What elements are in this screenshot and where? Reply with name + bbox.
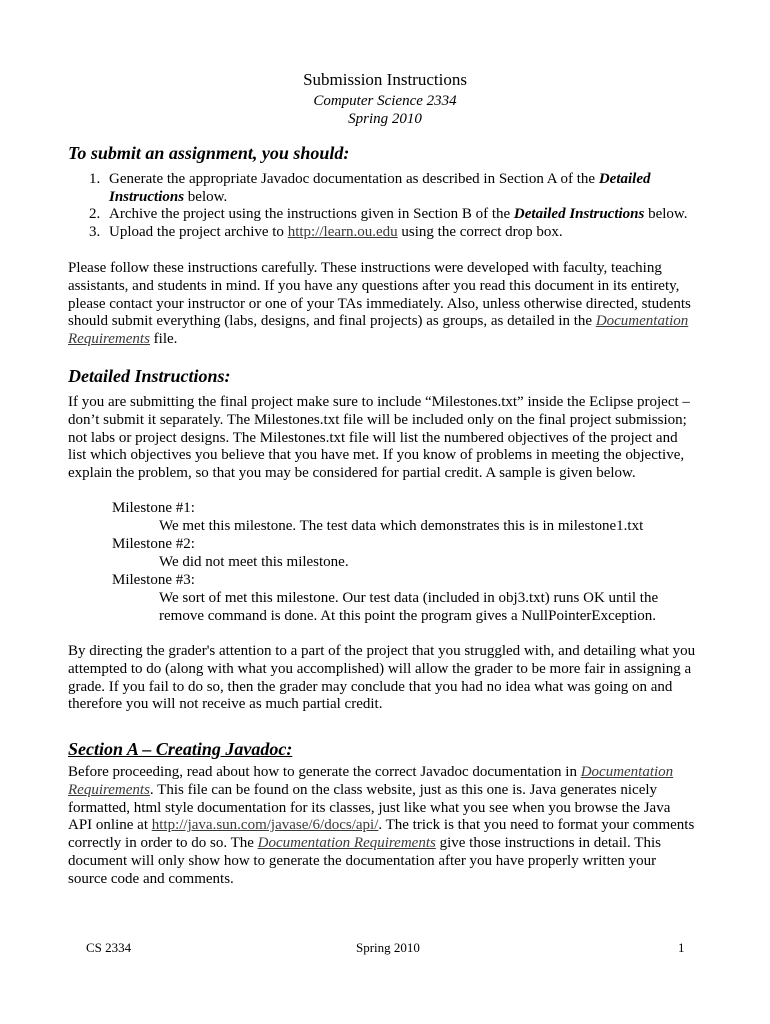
instructions-paragraph: [68, 260, 708, 349]
paragraph-line: not labs or project designs. The Milestones.txt file will list the numbered objectives of the project and: [68, 429, 678, 446]
section-a-paragraph: [68, 764, 708, 889]
step-text: Generate the appropriate Javadoc documentation as described in Section A of the: [109, 171, 596, 187]
paragraph-line: give those instructions in detail. This: [439, 835, 661, 852]
detailed-heading: Detailed Instructions:: [68, 366, 231, 386]
step-text: using the correct drop box.: [401, 224, 563, 240]
footer-course: CS 2334: [86, 940, 132, 955]
step-text: below.: [187, 188, 228, 205]
paragraph-line: therefore you will not receive as much partial credit.: [68, 696, 383, 713]
documentation-requirements-link-cont[interactable]: Requirements: [68, 781, 150, 798]
milestone-3-text: [159, 590, 719, 626]
milestone-1-text: We met this milestone. The test data which demonstrates this is in milestone1.txt: [159, 518, 644, 534]
step-emphasis: Instructions: [109, 188, 185, 205]
step-emphasis: Detailed: [598, 171, 651, 187]
paragraph-line: list which objectives you believe that you have met. If you know of problems in meeting the objective,: [68, 447, 685, 464]
closing-paragraph: [68, 643, 708, 714]
paragraph-line: correctly in order to do so. The: [68, 835, 254, 852]
paragraph-line: . This file can be found on the class website, just as this one is. Java generates nicely: [149, 781, 658, 798]
step-1: [89, 171, 709, 207]
paragraph-line: don’t submit it separately. The Milestones.txt file will be included only on the final project submission;: [68, 411, 687, 428]
paragraph-line: please contact your instructor or one of your TAs immediately. Also, unless otherwise directed, students: [68, 295, 691, 312]
detailed-paragraph: [68, 394, 708, 483]
documentation-requirements-link[interactable]: Documentation: [595, 313, 689, 330]
learn-ou-link[interactable]: http://learn.ou.edu: [287, 224, 398, 240]
section-a-heading: Section A – Creating Javadoc:: [68, 739, 293, 759]
step-number: 1.: [89, 171, 101, 187]
step-emphasis: Detailed Instructions: [513, 206, 645, 222]
milestone-line: remove command is done. At this point the program gives a NullPointerException.: [159, 607, 656, 624]
paragraph-line: Before proceeding, read about how to generate the correct Javadoc documentation in: [68, 764, 577, 780]
paragraph-line: source code and comments.: [68, 870, 234, 887]
paragraph-line: By directing the grader's attention to a part of the project that you struggled with, and detailing what you: [68, 643, 696, 659]
step-2: [89, 206, 709, 224]
milestone-1-label: Milestone #1:: [112, 500, 195, 516]
step-3: [89, 224, 709, 242]
milestone-line: We sort of met this milestone. Our test data (included in obj3.txt) runs OK until the: [159, 590, 659, 606]
paragraph-line: If you are submitting the final project make sure to include “Milestones.txt” inside the Eclipse project –: [68, 394, 690, 410]
paragraph-line: assistants, and students in mind. If you have any questions after you read this document in its entirety,: [68, 277, 680, 294]
paragraph-line: grade. If you fail to do so, then the grader may conclude that you had no idea what was going on and: [68, 678, 673, 695]
paragraph-line: formatted, html style documentation for its classes, just like what you see when you browse the Java: [68, 799, 671, 816]
paragraph-line: . The trick is that you need to format your comments: [378, 817, 695, 834]
paragraph-line: file.: [153, 331, 178, 348]
step-number: 2.: [89, 206, 101, 222]
milestone-2-label: Milestone #2:: [112, 536, 195, 552]
documentation-requirements-link[interactable]: Documentation Requirements: [257, 835, 436, 852]
milestone-2-text: We did not meet this milestone.: [159, 554, 349, 570]
documentation-requirements-link-cont[interactable]: Requirements: [68, 331, 150, 348]
step-text: Archive the project using the instructions given in Section B of the: [109, 206, 511, 222]
paragraph-line: document will only show how to generate the documentation after you have properly written your: [68, 852, 657, 869]
document-title: Submission Instructions: [303, 70, 467, 89]
page-number: 1: [678, 940, 685, 955]
paragraph-line: attempted to do (along with what you accomplished) will allow the grader to be more fair in assigning a: [68, 660, 692, 677]
submit-heading: To submit an assignment, you should:: [68, 143, 350, 163]
step-number: 3.: [89, 224, 101, 240]
paragraph-line: Please follow these instructions carefully. These instructions were developed with faculty, teaching: [68, 260, 662, 276]
footer-term: Spring 2010: [356, 940, 420, 955]
paragraph-line: explain the problem, so that you may be considered for partial credit. A sample is given below.: [68, 465, 636, 482]
step-text: Upload the project archive to: [109, 224, 284, 240]
term-label: Spring 2010: [348, 111, 422, 127]
paragraph-line: API online at: [68, 817, 148, 834]
course-name: Computer Science 2334: [313, 93, 457, 109]
paragraph-line: should submit everything (labs, designs, and final projects) as groups, as detailed in the: [68, 313, 593, 330]
documentation-requirements-link[interactable]: Documentation: [580, 764, 674, 780]
step-text: below.: [648, 206, 688, 222]
milestone-3-label: Milestone #3:: [112, 572, 195, 588]
java-api-link[interactable]: http://java.sun.com/javase/6/docs/api/: [151, 817, 379, 834]
